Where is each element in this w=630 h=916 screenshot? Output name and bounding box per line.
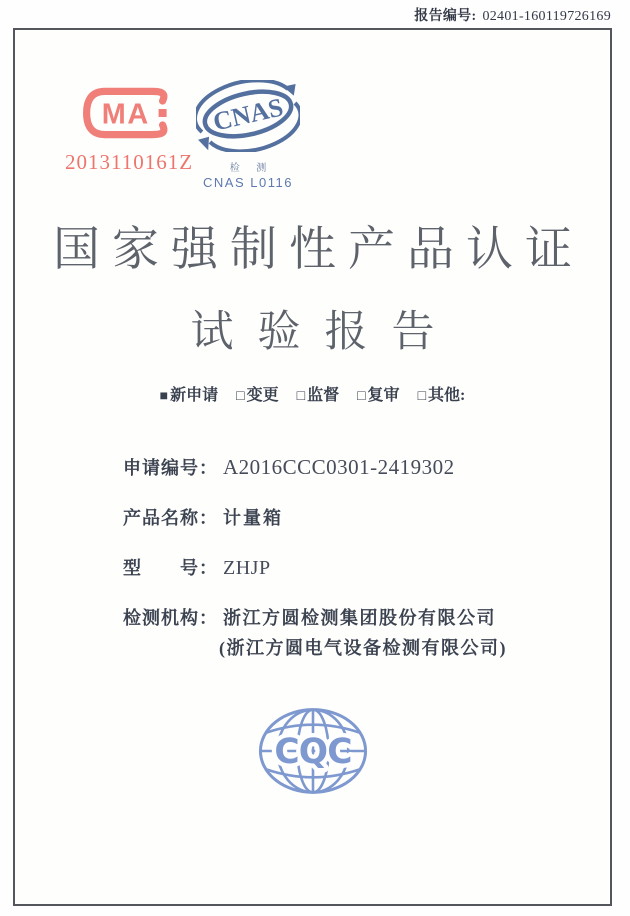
checkbox-empty-icon: □ (417, 389, 427, 404)
field-label: 检测机构： (123, 608, 218, 628)
field-value: 计量箱 (223, 508, 283, 528)
cma-logo-letters: MA (101, 98, 150, 131)
page-border (13, 28, 612, 906)
report-number (414, 5, 611, 25)
cma-cert-number: 2013110161Z (64, 150, 194, 174)
cnas-cert-number: CNAS L0116 (203, 175, 293, 190)
cma-logo (59, 84, 199, 175)
checkbox-checked-icon: ■ (159, 389, 169, 404)
field-model (123, 554, 271, 580)
page-title: 国家强制性产品认证 (53, 224, 584, 276)
testing-org-line1 (123, 603, 507, 633)
field-label: 申请编号： (123, 458, 218, 478)
cnas-logo (190, 80, 306, 190)
checkbox-empty-icon: □ (236, 389, 245, 404)
checkbox-empty-icon: □ (357, 389, 366, 404)
report-number-label: 报告编号: (414, 9, 477, 24)
application-type-option-review: □ 复审 (357, 387, 400, 404)
testing-org-line2: (浙江方圆电气设备检测有限公司) (219, 638, 507, 658)
application-type-options (15, 382, 610, 405)
field-value: 浙江方圆检测集团股份有限公司 (223, 608, 496, 628)
field-application-number (123, 454, 455, 480)
checkbox-empty-icon: □ (296, 389, 306, 404)
field-label: 产品名称： (123, 508, 218, 528)
cqc-logo (15, 706, 610, 801)
cqc-logo-letters: CQC (273, 732, 352, 773)
cqc-logo-icon (257, 706, 369, 796)
page-subtitle: 试验报告 (190, 309, 459, 356)
report-number-value: 02401-160119726169 (482, 9, 611, 24)
cma-logo-icon (81, 84, 177, 142)
field-testing-organization (123, 603, 507, 663)
cnas-caption: 检 测 (229, 163, 274, 174)
cnas-logo-icon (196, 80, 300, 152)
field-value: A2016CCC0301-2419302 (223, 455, 455, 479)
application-type-option-other: □ 其他: (417, 387, 466, 404)
cnas-logo-letters: CNAS (210, 92, 286, 137)
field-value: ZHJP (223, 557, 271, 579)
application-type-option-change: □ 变更 (236, 387, 279, 404)
field-label: 型 号： (123, 558, 218, 578)
application-type-option-new: ■ 新申请 (159, 387, 219, 404)
application-type-option-supervision: □ 监督 (296, 387, 340, 404)
field-product-name (123, 504, 283, 530)
